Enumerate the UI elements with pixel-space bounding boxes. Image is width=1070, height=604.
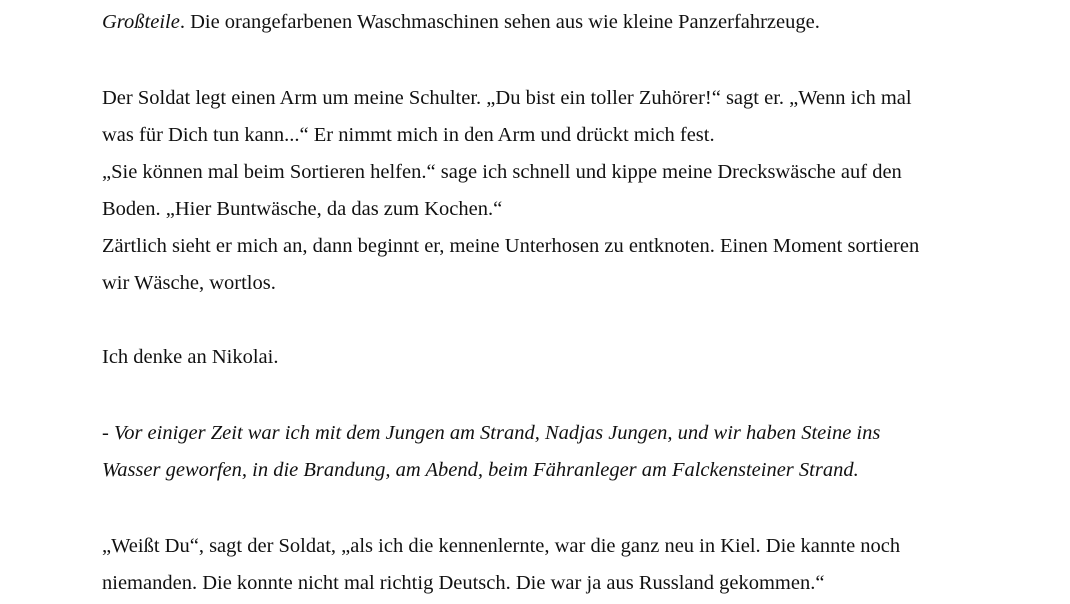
text-span: Ich denke an Nikolai. [102,346,279,368]
text-span: Der Soldat legt einen Arm um meine Schulter. „Du bist ein toller Zuhörer!“ sagt er. „Wenn ich mal [102,87,912,109]
text-span-italic: - Vor einiger Zeit war ich mit dem Jungen am Strand, Nadjas Jungen, und wir haben Steine ins [102,422,881,444]
text-span: niemanden. Die konnte nicht mal richtig Deutsch. Die war ja aus Russland gekommen.“ [102,572,825,594]
text-line [102,160,902,184]
text-span: wir Wäsche, wortlos. [102,272,276,294]
text-line [102,571,824,595]
text-span: „Weißt Du“, sagt der Soldat, „als ich die kennenlernte, war die ganz neu in Kiel. Die kannte noch [102,535,901,557]
text-span-italic: Großteile [102,11,180,33]
text-span-italic: Wasser geworfen, in die Brandung, am Abend, beim Fähranleger am Falckensteiner Strand. [102,459,859,481]
text-line [102,86,912,110]
text-span: was für Dich tun kann...“ Er nimmt mich in den Arm und drückt mich fest. [102,124,715,146]
text-line [102,234,919,258]
text-line-italic [102,458,859,482]
text-line [102,271,276,295]
text-span: Boden. „Hier Buntwäsche, da das zum Kochen.“ [102,198,503,220]
text-line-italic [102,421,880,445]
text-line [102,345,278,369]
text-span: Zärtlich sieht er mich an, dann beginnt er, meine Unterhosen zu entknoten. Einen Moment sortieren [102,235,920,257]
text-span: . Die orangefarbenen Waschmaschinen sehen aus wie kleine Panzerfahrzeuge. [179,11,820,33]
text-line [102,123,715,147]
text-span: „Sie können mal beim Sortieren helfen.“ sage ich schnell und kippe meine Dreckswäsche auf den [102,161,902,183]
text-line [102,10,820,34]
text-line [102,534,900,558]
text-line [102,197,502,221]
